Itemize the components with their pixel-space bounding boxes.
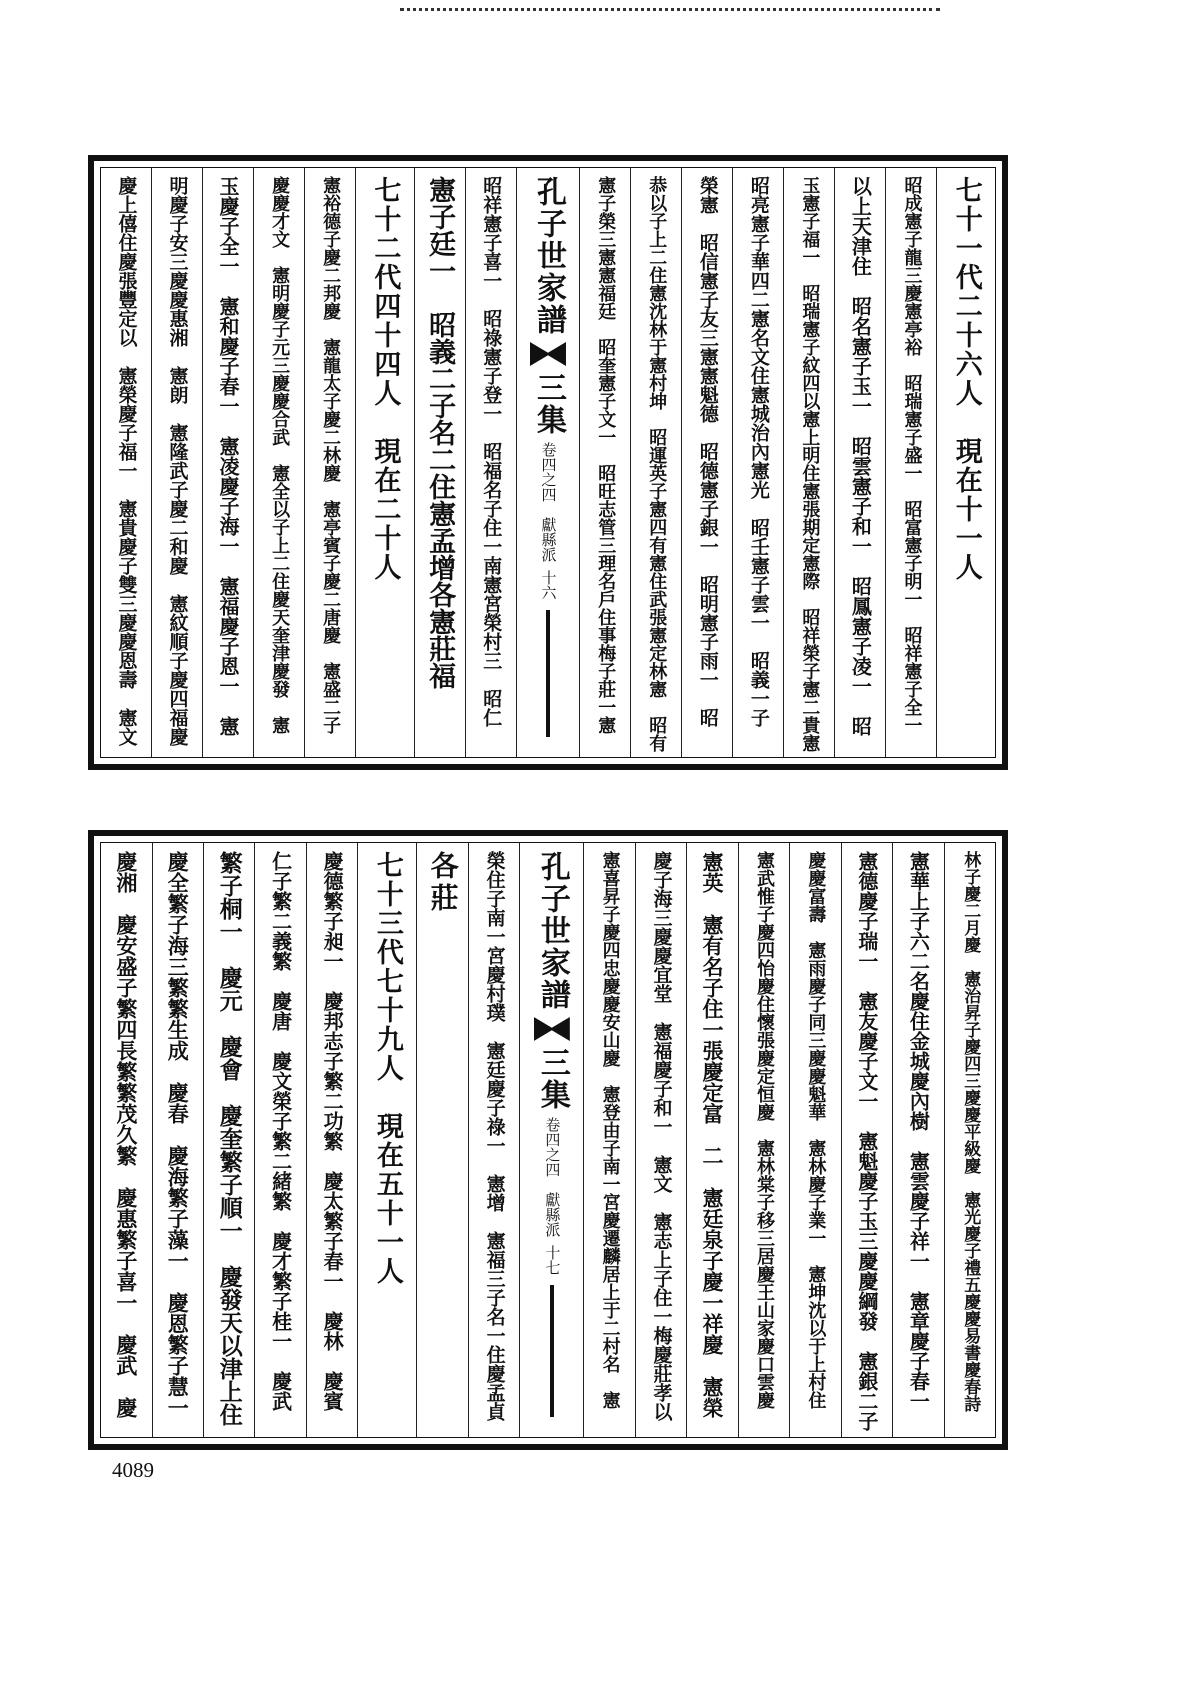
fold-line [546, 610, 550, 737]
folio-number: 十六 [539, 570, 558, 600]
column-text: 繁子桐一 慶元 慶會 慶奎繁子順一 慶發天以津上住 [215, 851, 243, 1426]
genealogy-text-column [306, 843, 357, 1437]
column-text: 慶德繁子昶一 慶邦志子繁二功繁 慶太繁子春一 慶林 慶賓 [320, 851, 345, 1411]
genealogy-text-column [254, 843, 305, 1437]
genealogy-text-column [892, 843, 943, 1437]
column-text: 昭祥憲子喜一 昭祿憲子登一 昭福名子住一南憲宮榮村三 昭仁 [480, 176, 503, 727]
genealogy-text-column [686, 843, 737, 1437]
genealogy-page-upper [88, 155, 1008, 770]
column-text: 以上天津住 昭名憲子玉一 昭雲憲子和一 昭鳳憲子凌一 昭 [848, 176, 873, 736]
genealogy-text-column [681, 168, 732, 757]
column-text: 憲英 憲有名子住一張慶定富 二 憲廷泉子慶一祥慶 憲榮 [700, 851, 725, 1418]
column-text: 林子慶二月慶 憲治昇子慶四三慶慶平級慶 憲光慶子禮五慶慶易書慶春詩 [960, 851, 981, 1412]
genealogy-text-column [101, 168, 151, 757]
folio-number: 十七 [543, 1245, 562, 1275]
generation-heading: 七十一代二十六人 現在十一人 [950, 176, 982, 582]
genealogy-text-column [465, 168, 516, 757]
genealogy-text-column [416, 843, 467, 1437]
generation-heading-column [936, 168, 995, 757]
genealogy-text-column [583, 843, 634, 1437]
genealogy-text-column [152, 843, 203, 1437]
column-container [100, 842, 996, 1438]
column-text: 憲子廷一 昭義二子名二住憲孟增各憲莊福 [424, 176, 456, 689]
genealogy-page-lower [88, 830, 1008, 1450]
column-text: 憲喜昇子慶四忠慶慶安山慶 憲登由子南一宮慶遷麟居上于二村名 憲 [599, 851, 621, 1409]
collection-label: 三集 [534, 1047, 570, 1111]
fishtail-mark [534, 1017, 570, 1041]
column-text: 恭以子上二住憲沈林于憲村坤 昭運英子憲四有憲住武張憲定林憲 昭有 [646, 176, 668, 752]
generation-heading-column [357, 843, 416, 1437]
volume-label: 卷四之四 獻縣派 [543, 1117, 562, 1237]
genealogy-text-column [885, 168, 936, 757]
genealogy-text-column [944, 843, 995, 1437]
generation-heading: 七十二代四十四人 現在二十人 [369, 176, 401, 582]
genealogy-text-column [203, 843, 254, 1437]
genealogy-text-column [738, 843, 789, 1437]
column-text: 慶慶富壽 憲雨慶子同三慶慶魁華 憲林慶子業一 憲坤沈以于上村住 [805, 851, 827, 1409]
genealogy-text-column [841, 843, 892, 1437]
fold-line [550, 1285, 554, 1417]
column-text: 榮憲 昭信憲子友三憲憲魁德 昭德憲子銀一 昭明憲子雨一 昭 [696, 176, 719, 727]
top-edge-mark [400, 8, 940, 19]
column-text: 玉慶子全一 憲和慶子春一 憲凌慶子海一 憲福慶子恩一 憲 [216, 176, 241, 736]
genealogy-text-column [630, 168, 681, 757]
genealogy-text-column [635, 843, 686, 1437]
center-fold-column [519, 843, 583, 1437]
column-text: 憲裕德子慶二邦慶 憲龍太子慶二林慶 憲亭賓子慶二唐慶 憲盛二子 [320, 176, 342, 734]
genealogy-text-column [789, 843, 840, 1437]
column-text: 慶子海三慶慶宜堂 憲福慶子和一 憲文 憲志上子住一梅慶莊孝以 [650, 851, 673, 1421]
genealogy-text-column [253, 168, 304, 757]
genealogy-text-column [834, 168, 885, 757]
column-text: 玉憲子福一 昭瑞憲子紋四以憲上明住憲張期定憲際 昭祥榮子憲二貴憲 [799, 176, 821, 752]
column-text: 慶湘 慶安盛子繁四長繁繁茂久繁 慶惠繁子喜一 慶武 慶 [113, 851, 139, 1418]
genealogy-text-column [202, 168, 253, 757]
genealogy-text-column [414, 168, 465, 757]
column-text: 慶上僖住慶張豐定以 憲榮慶子福一 憲貴慶子雙三慶慶恩壽 憲文 [115, 176, 138, 746]
book-title: 孔子世家譜 [530, 176, 566, 336]
genealogy-text-column [151, 168, 202, 757]
column-text: 仁子繁二義繁 慶唐 慶文榮子繁二緒繁 慶才繁子桂一 慶武 [268, 851, 293, 1411]
column-text: 慶全繁子海三繁繁生成 慶春 慶海繁子藻一 慶恩繁子慧一 [165, 851, 191, 1418]
column-text: 明慶子安三慶慶惠湘 憲朗 憲隆武子慶二和慶 憲紋順子慶四福慶 [166, 176, 189, 746]
column-text: 憲華上子六二名慶住金城慶內樹 憲雲慶子祥一 憲章慶子春一 [906, 851, 931, 1411]
volume-label: 卷四之四 獻縣派 [539, 442, 558, 562]
genealogy-text-column [101, 843, 151, 1437]
column-text: 昭亮憲子華四二憲名文住憲城治內憲光 昭壬憲子雲一 昭義一子 [747, 176, 770, 727]
genealogy-text-column [304, 168, 355, 757]
genealogy-text-column [732, 168, 783, 757]
column-text: 慶慶才文 憲明慶子元三慶慶合武 憲全以子上二住慶天奎津慶發 憲 [269, 176, 291, 734]
column-text: 榮住子南一宮慶村璞 憲廷慶子祿一 憲增 憲福三子名一住慶孟貞 [483, 851, 506, 1421]
generation-heading-column [355, 168, 414, 757]
fishtail-mark [530, 342, 566, 366]
genealogy-text-column [468, 843, 519, 1437]
page-number: 4089 [112, 1458, 154, 1482]
collection-label: 三集 [530, 372, 566, 436]
column-text: 憲德慶子瑞一 憲友慶子文一 憲魁慶子玉三慶慶綱發 憲銀二子 [854, 851, 879, 1431]
genealogy-text-column [783, 168, 834, 757]
column-text: 憲武惟子慶四怡慶住懷張慶定恒慶 憲林棠子移三居慶王山家慶口雲慶 [753, 851, 775, 1409]
column-text: 各莊 [426, 851, 460, 915]
book-title: 孔子世家譜 [534, 851, 570, 1011]
column-text: 憲子榮三憲憲福廷 昭奎憲子文一 昭旺志管三理名戶住事梅子莊一憲 [595, 176, 617, 734]
column-text: 昭成憲子龍三慶憲亭裕 昭瑞憲子盛一 昭富憲子明一 昭祥憲子全一 [901, 176, 923, 734]
center-fold-column [516, 168, 580, 757]
column-container [100, 167, 996, 758]
genealogy-text-column [579, 168, 630, 757]
generation-heading: 七十三代七十九人 現在五十一人 [371, 851, 403, 1286]
